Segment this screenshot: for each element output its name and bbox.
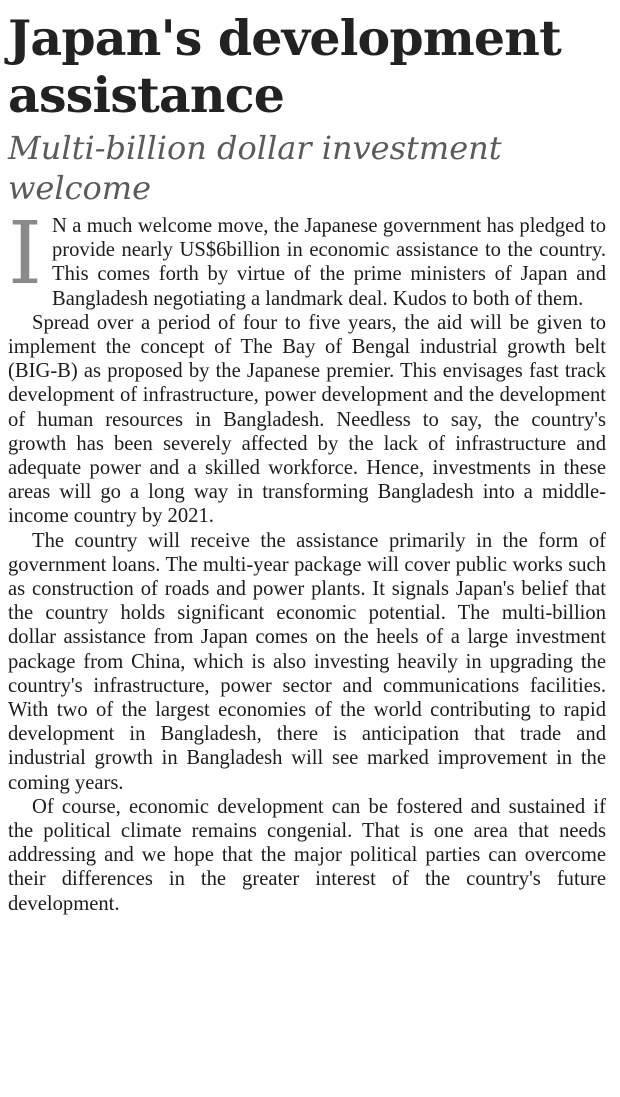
- paragraph-3: The country will receive the assistance primarily in the form of government loans. The multi-year package will cover public works such as construction of roads and power plants. It signals Japan's belief that the country holds significant economic potential. The multi-billion dollar assistance from Japan comes on the heels of a large investment package from China, which is also investing heavily in upgrading the country's infrastructure, power sector and communications facilities. With two of the largest economies of the world contributing to rapid development in Bangladesh, there is anticipation that trade and industrial growth in Bangladesh will see marked improvement in the coming years.: [8, 529, 606, 794]
- paragraph-1: [8, 204, 606, 311]
- article-body: [8, 204, 606, 916]
- subheadline: Multi-billion dollar investment welcome: [8, 129, 502, 207]
- paragraph-2: Spread over a period of four to five years, the aid will be given to implement the concept of The Bay of Bengal industrial growth belt (BIG-B) as proposed by the Japanese premier. This envisages fast track development of infrastructure, power development and the development of human resources in Bangladesh. Needless to say, the country's growth has been severely affected by the lack of infrastructure and adequate power and a skilled workforce. Hence, investments in these areas will go a long way in transforming Bangladesh into a middle-income country by 2021.: [8, 311, 606, 528]
- paragraph-1-text: N a much welcome move, the Japanese government has pledged to provide nearly US$6billion in economic assistance to the country. This comes forth by virtue of the prime ministers of Japan and Bangladesh negotiating a landmark deal. Kudos to both of them.: [51, 215, 606, 310]
- headline: Japan's development assistance: [8, 9, 561, 124]
- drop-cap: I: [8, 204, 42, 304]
- paragraph-4: Of course, economic development can be fostered and sustained if the political climate remains congenial. That is one area that needs addressing and we hope that the major political parties can overcome their differences in the greater interest of the country's future development.: [8, 795, 606, 915]
